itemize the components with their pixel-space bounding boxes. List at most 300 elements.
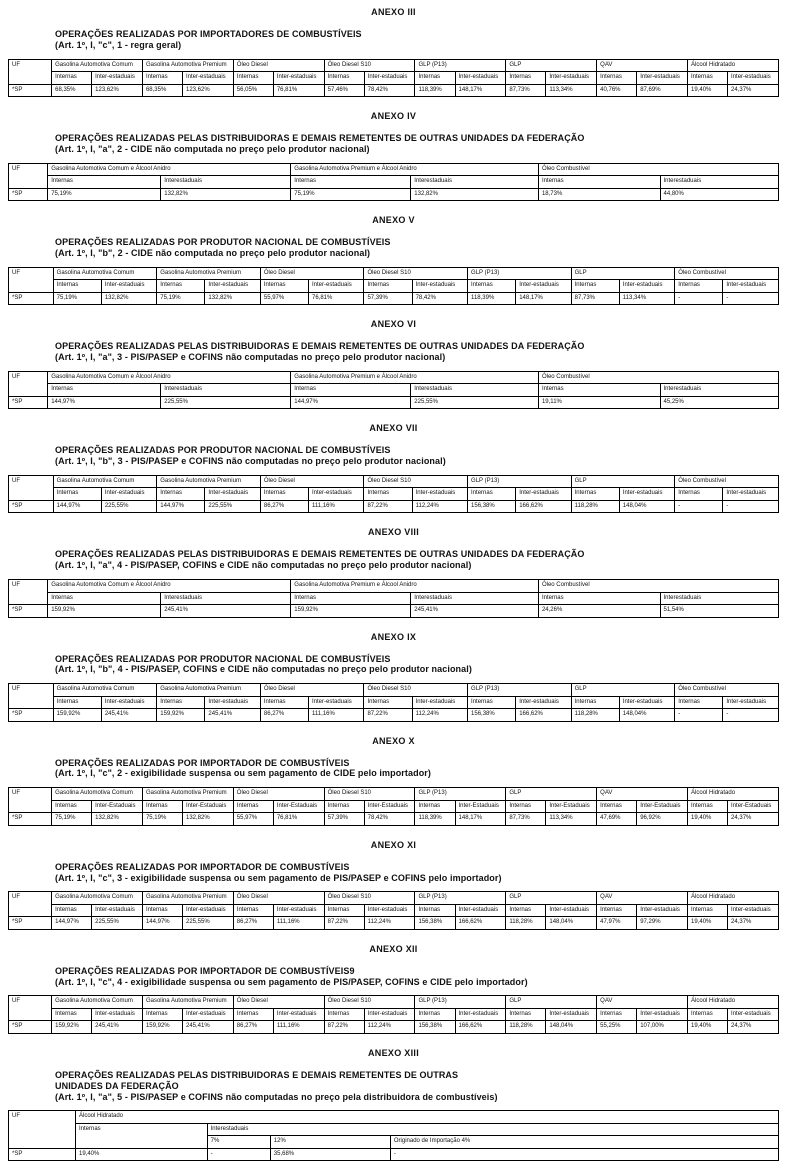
product-header-cell: GLP bbox=[506, 59, 597, 72]
table-row bbox=[9, 500, 779, 513]
rate-value-cell: 56,05% bbox=[233, 84, 273, 97]
rate-value-cell: 132,82% bbox=[161, 188, 291, 201]
product-header-cell: GLP bbox=[506, 996, 597, 1009]
rate-value-cell: 35,68% bbox=[270, 1148, 390, 1161]
product-header-cell: Gasolina Automotiva Comum bbox=[53, 475, 157, 488]
interestaduais-header-cell: Inter-estaduais bbox=[364, 72, 415, 85]
section-heading bbox=[55, 1070, 747, 1102]
product-header-cell: GLP bbox=[571, 684, 675, 697]
interestaduais-header-cell: Inter-estaduais bbox=[516, 280, 571, 293]
internas-header-cell: Internas bbox=[291, 176, 411, 189]
internas-header-cell: Internas bbox=[142, 1008, 182, 1021]
product-header-cell: Óleo Diesel bbox=[233, 892, 324, 905]
product-header-cell: GLP (P13) bbox=[468, 267, 572, 280]
interestaduais-header-cell: Inter-estaduais bbox=[92, 72, 143, 85]
rate-value-cell: 156,38% bbox=[415, 1021, 455, 1034]
rate-value-cell: 123,62% bbox=[92, 84, 143, 97]
interestaduais-header-cell: Interestaduais bbox=[161, 592, 291, 605]
rate-value-cell: 75,19% bbox=[53, 292, 101, 305]
heading-line: UNIDADES DA FEDERAÇÃO bbox=[55, 1080, 179, 1091]
section-heading bbox=[55, 862, 747, 884]
rate-value-cell: 76,81% bbox=[309, 292, 364, 305]
anexo-section-2 bbox=[0, 111, 787, 201]
rate-value-cell: 148,04% bbox=[619, 709, 674, 722]
interestaduais-header-cell: Interestaduais bbox=[660, 176, 779, 189]
scope-header-row bbox=[9, 384, 779, 397]
product-header-cell: Álcool Hidratado bbox=[75, 1111, 778, 1124]
aliquota-header-cell: 7% bbox=[207, 1136, 270, 1149]
rate-value-cell: - bbox=[390, 1148, 778, 1161]
internas-header-cell: Internas bbox=[233, 72, 273, 85]
product-header-cell: Óleo Combustível bbox=[675, 267, 779, 280]
section-heading bbox=[55, 133, 747, 155]
rate-value-cell: 87,73% bbox=[571, 292, 619, 305]
internas-header-cell: Internas bbox=[597, 72, 637, 85]
rates-table bbox=[8, 683, 779, 722]
internas-header-cell: Internas bbox=[468, 488, 516, 501]
heading-line: OPERAÇÕES REALIZADAS PELAS DISTRIBUIDORAS E DEMAIS REMETENTES DE OUTRAS UNIDADES DA FEDERAÇÃO bbox=[55, 549, 585, 560]
section-heading bbox=[55, 549, 747, 571]
rate-value-cell: 113,34% bbox=[546, 813, 597, 826]
heading-line: (Art. 1º, I, "a", 5 - PIS/PASEP e COFINS não computadas no preço pela distribuidora de combustíveis) bbox=[55, 1091, 498, 1102]
heading-line: (Art. 1º, I, "c", 3 - exigibilidade suspensa ou sem pagamento de PIS/PASEP e COFINS pelo importador) bbox=[55, 872, 502, 883]
internas-header-cell: Internas bbox=[364, 696, 412, 709]
anexo-title: ANEXO VII bbox=[369, 423, 418, 434]
internas-header-cell: Internas bbox=[53, 488, 101, 501]
internas-header-cell: Internas bbox=[688, 72, 728, 85]
uf-header-cell: UF bbox=[9, 996, 52, 1021]
section-heading bbox=[55, 758, 747, 780]
heading-line: OPERAÇÕES REALIZADAS POR IMPORTADOR DE COMBUSTÍVEIS9 bbox=[55, 965, 355, 976]
rate-value-cell: 75,19% bbox=[291, 188, 411, 201]
product-header-cell: GLP bbox=[571, 475, 675, 488]
table-row bbox=[9, 1021, 779, 1034]
rate-value-cell: 148,04% bbox=[546, 1021, 597, 1034]
rates-table bbox=[8, 163, 779, 202]
interestaduais-header-cell: Inter-estaduais bbox=[728, 904, 779, 917]
product-header-cell: GLP (P13) bbox=[468, 684, 572, 697]
heading-line: OPERAÇÕES REALIZADAS PELAS DISTRIBUIDORAS E DEMAIS REMETENTES DE OUTRAS UNIDADES DA FEDERAÇÃO bbox=[55, 133, 585, 144]
product-header-cell: Óleo Combustível bbox=[538, 163, 778, 176]
rate-value-cell: 57,46% bbox=[324, 84, 364, 97]
product-header-cell: Óleo Combustível bbox=[538, 371, 778, 384]
internas-header-cell: Internas bbox=[291, 592, 411, 605]
uf-header-cell: UF bbox=[9, 892, 52, 917]
anexo-section-3 bbox=[0, 215, 787, 305]
rate-value-cell: 75,19% bbox=[142, 813, 182, 826]
internas-header-cell: Internas bbox=[260, 280, 308, 293]
product-header-cell: Álcool Hidratado bbox=[688, 996, 779, 1009]
internas-header-cell: Internas bbox=[468, 280, 516, 293]
rate-value-cell: 118,28% bbox=[571, 709, 619, 722]
anexo-title: ANEXO IV bbox=[370, 111, 417, 122]
rate-value-cell: 144,97% bbox=[52, 917, 92, 930]
rates-table bbox=[8, 371, 779, 410]
rate-value-cell: 156,38% bbox=[415, 917, 455, 930]
rate-value-cell: 87,22% bbox=[364, 500, 412, 513]
rate-value-cell: 159,92% bbox=[52, 1021, 92, 1034]
rate-value-cell: 75,19% bbox=[52, 813, 92, 826]
heading-line: OPERAÇÕES REALIZADAS POR PRODUTOR NACIONAL DE COMBUSTÍVEIS bbox=[55, 653, 391, 664]
heading-line: OPERAÇÕES REALIZADAS POR IMPORTADOR DE COMBUSTÍVEIS bbox=[55, 861, 350, 872]
rate-value-cell: 24,26% bbox=[538, 605, 660, 618]
rate-value-cell: - bbox=[723, 292, 779, 305]
interestaduais-header-cell: Interestaduais bbox=[207, 1123, 778, 1136]
product-header-cell: Gasolina Automotiva Premium bbox=[157, 267, 261, 280]
uf-header-cell: UF bbox=[9, 59, 52, 84]
product-header-cell: GLP bbox=[506, 788, 597, 801]
internas-header-cell: Internas bbox=[688, 1008, 728, 1021]
rate-value-cell: 87,69% bbox=[637, 84, 688, 97]
scope-header-row bbox=[9, 904, 779, 917]
rate-value-cell: 19,40% bbox=[688, 84, 728, 97]
scope-header-row bbox=[9, 488, 779, 501]
alcool-hidratado-table bbox=[8, 1110, 779, 1161]
section-heading bbox=[55, 654, 747, 676]
interestaduais-header-cell: Interestaduais bbox=[660, 592, 779, 605]
rate-value-cell: 86,27% bbox=[233, 1021, 273, 1034]
rate-value-cell: 132,82% bbox=[205, 292, 260, 305]
product-header-cell: GLP (P13) bbox=[415, 59, 506, 72]
interestaduais-header-cell: Inter-estaduais bbox=[619, 488, 674, 501]
rate-value-cell: 19,40% bbox=[688, 917, 728, 930]
internas-header-cell: Internas bbox=[597, 800, 637, 813]
rate-value-cell: 45,25% bbox=[660, 396, 779, 409]
internas-header-cell: Internas bbox=[415, 800, 455, 813]
scope-header-row bbox=[9, 696, 779, 709]
rate-value-cell: 118,28% bbox=[506, 1021, 546, 1034]
uf-header-cell: UF bbox=[9, 371, 48, 396]
anexo-title: ANEXO VI bbox=[370, 319, 417, 330]
anexo-section-5 bbox=[0, 423, 787, 513]
rate-value-cell: 75,19% bbox=[157, 292, 205, 305]
product-header-cell: Gasolina Automotiva Comum bbox=[53, 267, 157, 280]
product-header-row bbox=[9, 788, 779, 801]
rates-table bbox=[8, 579, 779, 618]
heading-line: OPERAÇÕES REALIZADAS PELAS DISTRIBUIDORAS E DEMAIS REMETENTES DE OUTRAS bbox=[55, 1069, 459, 1080]
interestaduais-header-cell: Inter-estaduais bbox=[546, 904, 597, 917]
rate-value-cell: 156,38% bbox=[468, 709, 516, 722]
interestaduais-header-cell: Inter-estaduais bbox=[182, 904, 233, 917]
internas-header-cell: Internas bbox=[571, 696, 619, 709]
rate-value-cell: 144,97% bbox=[53, 500, 101, 513]
product-header-row bbox=[9, 684, 779, 697]
rate-value-cell: 87,73% bbox=[506, 813, 546, 826]
product-header-cell: Gasolina Automotiva Premium bbox=[157, 475, 261, 488]
heading-line: (Art. 1º, I, "c", 2 - exigibilidade suspensa ou sem pagamento de CIDE pelo importador) bbox=[55, 768, 431, 779]
product-header-cell: Óleo Combustível bbox=[675, 684, 779, 697]
product-header-cell: Gasolina Automotiva Premium e Álcool Anidro bbox=[291, 371, 539, 384]
internas-header-cell: Internas bbox=[75, 1123, 207, 1148]
heading-line: (Art. 1º, I, "a", 2 - CIDE não computada no preço pelo produtor nacional) bbox=[55, 143, 370, 154]
rate-value-cell: 87,73% bbox=[506, 84, 546, 97]
internas-header-cell: Internas bbox=[157, 488, 205, 501]
product-header-cell: QAV bbox=[597, 996, 688, 1009]
rate-value-cell: 78,42% bbox=[364, 813, 415, 826]
product-header-cell: GLP (P13) bbox=[415, 788, 506, 801]
product-header-cell: Óleo Diesel bbox=[233, 996, 324, 1009]
rate-value-cell: 111,16% bbox=[309, 500, 364, 513]
heading-line: (Art. 1º, I, "a", 3 - PIS/PASEP e COFINS não computadas no preço pelo produtor nacional) bbox=[55, 352, 446, 363]
product-header-cell: Óleo Diesel bbox=[233, 788, 324, 801]
internas-header-cell: Internas bbox=[233, 1008, 273, 1021]
rate-value-cell: 159,92% bbox=[157, 709, 205, 722]
interestaduais-header-cell: Inter-estaduais bbox=[619, 696, 674, 709]
rate-value-cell: - bbox=[675, 709, 723, 722]
rate-value-cell: 245,41% bbox=[205, 709, 260, 722]
rate-value-cell: 24,37% bbox=[728, 84, 779, 97]
interestaduais-header-cell: Inter-estaduais bbox=[637, 72, 688, 85]
rate-value-cell: - bbox=[723, 709, 779, 722]
product-header-cell: Gasolina Automotiva Premium bbox=[142, 59, 233, 72]
product-header-cell: QAV bbox=[597, 788, 688, 801]
rate-value-cell: - bbox=[675, 500, 723, 513]
rates-table bbox=[8, 787, 779, 826]
rate-value-cell: 159,92% bbox=[142, 1021, 182, 1034]
rate-value-cell: 19,40% bbox=[688, 1021, 728, 1034]
interestaduais-header-cell: Inter-estaduais bbox=[205, 488, 260, 501]
rate-value-cell: 132,82% bbox=[92, 813, 143, 826]
table-row bbox=[9, 84, 779, 97]
rate-value-cell: 225,55% bbox=[411, 396, 539, 409]
heading-line: OPERAÇÕES REALIZADAS POR IMPORTADORES DE COMBUSTÍVEIS bbox=[55, 29, 362, 39]
rate-value-cell: 97,29% bbox=[637, 917, 688, 930]
internas-header-cell: Internas bbox=[260, 696, 308, 709]
rate-value-cell: 87,22% bbox=[324, 1021, 364, 1034]
rate-value-cell: - bbox=[675, 292, 723, 305]
interestaduais-header-cell: Interestaduais bbox=[161, 384, 291, 397]
product-header-cell: Óleo Diesel bbox=[260, 267, 364, 280]
product-header-row bbox=[9, 163, 779, 176]
internas-header-cell: Internas bbox=[52, 800, 92, 813]
product-header-cell: GLP bbox=[506, 892, 597, 905]
internas-header-cell: Internas bbox=[675, 696, 723, 709]
rate-value-cell: 55,97% bbox=[233, 813, 273, 826]
interestaduais-header-cell: Inter-estaduais bbox=[101, 488, 156, 501]
rate-value-cell: 112,24% bbox=[412, 709, 467, 722]
internas-header-cell: Internas bbox=[53, 696, 101, 709]
anexo-title: ANEXO X bbox=[372, 735, 415, 746]
interestaduais-header-cell: Inter-estaduais bbox=[92, 1008, 143, 1021]
product-header-row bbox=[9, 1111, 779, 1124]
rate-value-cell: 76,81% bbox=[273, 813, 324, 826]
rate-value-cell: - bbox=[207, 1148, 270, 1161]
rate-value-cell: 148,17% bbox=[455, 813, 506, 826]
table-row bbox=[9, 1148, 779, 1161]
product-header-cell: Óleo Diesel S10 bbox=[364, 267, 468, 280]
interestaduais-header-cell: Inter-estaduais bbox=[728, 1008, 779, 1021]
product-header-cell: Gasolina Automotiva Comum bbox=[52, 892, 143, 905]
rate-value-cell: 159,92% bbox=[53, 709, 101, 722]
interestaduais-header-cell: Inter-estaduais bbox=[101, 696, 156, 709]
interestaduais-header-cell: Inter-estaduais bbox=[723, 280, 779, 293]
table-row bbox=[9, 605, 779, 618]
aliquota-header-cell: 12% bbox=[270, 1136, 390, 1149]
section-heading bbox=[55, 445, 747, 467]
product-header-cell: Óleo Combustível bbox=[675, 475, 779, 488]
uf-value-cell: *SP bbox=[9, 813, 52, 826]
internas-header-cell: Internas bbox=[597, 1008, 637, 1021]
rate-value-cell: 148,17% bbox=[516, 292, 571, 305]
rate-value-cell: 225,55% bbox=[101, 500, 156, 513]
internas-header-cell: Internas bbox=[506, 1008, 546, 1021]
uf-value-cell: *SP bbox=[9, 917, 52, 930]
rate-value-cell: 144,97% bbox=[142, 917, 182, 930]
rate-value-cell: 225,55% bbox=[92, 917, 143, 930]
internas-header-cell: Internas bbox=[538, 176, 660, 189]
rate-value-cell: 113,34% bbox=[619, 292, 674, 305]
anexo-section-4 bbox=[0, 319, 787, 409]
table-row bbox=[9, 709, 779, 722]
internas-header-cell: Internas bbox=[260, 488, 308, 501]
internas-header-cell: Internas bbox=[157, 280, 205, 293]
interestaduais-header-cell: Inter-estaduais bbox=[455, 1008, 506, 1021]
interestaduais-header-cell: Inter-Estaduais bbox=[182, 800, 233, 813]
product-header-row bbox=[9, 59, 779, 72]
internas-header-cell: Internas bbox=[415, 72, 455, 85]
rate-value-cell: 118,39% bbox=[415, 813, 455, 826]
rate-value-cell: 132,82% bbox=[411, 188, 539, 201]
table-row bbox=[9, 396, 779, 409]
product-header-cell: Gasolina Automotiva Comum e Álcool Anidro bbox=[48, 163, 291, 176]
anexo-section-10 bbox=[0, 944, 787, 1034]
interestaduais-header-cell: Interestaduais bbox=[411, 384, 539, 397]
rate-value-cell: 55,97% bbox=[260, 292, 308, 305]
anexo-title: ANEXO XII bbox=[369, 943, 418, 954]
internas-header-cell: Internas bbox=[597, 904, 637, 917]
interestaduais-header-cell: Interestaduais bbox=[660, 384, 779, 397]
internas-header-cell: Internas bbox=[324, 72, 364, 85]
product-header-cell: Óleo Diesel S10 bbox=[324, 996, 415, 1009]
internas-header-cell: Internas bbox=[52, 904, 92, 917]
internas-header-cell: Internas bbox=[48, 592, 161, 605]
rate-value-cell: 112,24% bbox=[364, 1021, 415, 1034]
rate-value-cell: 123,62% bbox=[182, 84, 233, 97]
rate-value-cell: 245,41% bbox=[182, 1021, 233, 1034]
rate-value-cell: 68,35% bbox=[52, 84, 92, 97]
internas-header-cell: Internas bbox=[571, 488, 619, 501]
anexo-title: ANEXO VIII bbox=[367, 527, 419, 538]
rate-value-cell: 245,41% bbox=[92, 1021, 143, 1034]
product-header-cell: Óleo Combustível bbox=[538, 580, 778, 593]
table-row bbox=[9, 188, 779, 201]
product-header-cell: Gasolina Automotiva Comum e Álcool Anidro bbox=[48, 371, 291, 384]
product-header-cell: Gasolina Automotiva Premium e Álcool Anidro bbox=[291, 163, 539, 176]
internas-header-cell: Internas bbox=[291, 384, 411, 397]
product-header-cell: Gasolina Automotiva Premium bbox=[142, 788, 233, 801]
rate-value-cell: 19,11% bbox=[538, 396, 660, 409]
interestaduais-header-cell: Inter-estaduais bbox=[455, 904, 506, 917]
rate-value-cell: 86,27% bbox=[260, 500, 308, 513]
interestaduais-header-cell: Interestaduais bbox=[411, 592, 539, 605]
rate-value-cell: 55,25% bbox=[597, 1021, 637, 1034]
product-header-cell: GLP (P13) bbox=[415, 996, 506, 1009]
internas-header-cell: Internas bbox=[324, 1008, 364, 1021]
internas-header-cell: Internas bbox=[52, 72, 92, 85]
rate-value-cell: 118,39% bbox=[415, 84, 455, 97]
anexo-section-9 bbox=[0, 840, 787, 930]
interestaduais-header-cell: Inter-estaduais bbox=[546, 72, 597, 85]
rate-value-cell: 78,42% bbox=[412, 292, 467, 305]
table-row bbox=[9, 813, 779, 826]
product-header-row bbox=[9, 267, 779, 280]
interestaduais-header-cell: Inter-estaduais bbox=[723, 488, 779, 501]
internas-header-cell: Internas bbox=[675, 280, 723, 293]
interestaduais-header-cell: Inter-estaduais bbox=[309, 696, 364, 709]
interestaduais-header-cell: Inter-estaduais bbox=[412, 696, 467, 709]
rates-table bbox=[8, 59, 779, 98]
product-header-cell: Gasolina Automotiva Premium bbox=[142, 996, 233, 1009]
uf-value-cell: *SP bbox=[9, 709, 54, 722]
uf-value-cell: *SP bbox=[9, 292, 54, 305]
section-heading bbox=[55, 237, 747, 259]
interestaduais-header-cell: Inter-estaduais bbox=[101, 280, 156, 293]
rate-value-cell: 118,28% bbox=[571, 500, 619, 513]
internas-header-cell: Internas bbox=[538, 592, 660, 605]
interestaduais-header-cell: Inter-estaduais bbox=[364, 904, 415, 917]
interestaduais-header-cell: Inter-estaduais bbox=[273, 904, 324, 917]
rate-value-cell: 78,42% bbox=[364, 84, 415, 97]
rate-value-cell: 47,69% bbox=[597, 813, 637, 826]
product-header-cell: Óleo Diesel S10 bbox=[324, 892, 415, 905]
product-header-cell: Álcool Hidratado bbox=[688, 59, 779, 72]
interestaduais-header-cell: Inter-estaduais bbox=[273, 72, 324, 85]
scope-header-row bbox=[9, 72, 779, 85]
uf-header-cell: UF bbox=[9, 1111, 76, 1149]
rate-value-cell: 24,37% bbox=[728, 813, 779, 826]
anexo-title: ANEXO V bbox=[372, 215, 415, 226]
rate-value-cell: 18,73% bbox=[538, 188, 660, 201]
internas-header-cell: Internas bbox=[506, 800, 546, 813]
rate-value-cell: 68,35% bbox=[142, 84, 182, 97]
rate-value-cell: 166,62% bbox=[455, 1021, 506, 1034]
heading-line: (Art. 1º, I, "b", 3 - PIS/PASEP e COFINS não computadas no preço pelo produtor nacional) bbox=[55, 456, 446, 467]
interestaduais-header-cell: Inter-Estaduais bbox=[364, 800, 415, 813]
rate-value-cell: 166,62% bbox=[516, 500, 571, 513]
internas-header-cell: Internas bbox=[688, 800, 728, 813]
rate-value-cell: 19,40% bbox=[75, 1148, 207, 1161]
product-header-cell: Óleo Diesel S10 bbox=[364, 475, 468, 488]
rate-value-cell: 166,62% bbox=[455, 917, 506, 930]
internas-header-cell: Internas bbox=[52, 1008, 92, 1021]
product-header-cell: Gasolina Automotiva Comum bbox=[52, 996, 143, 1009]
uf-value-cell: *SP bbox=[9, 1148, 76, 1161]
rate-value-cell: 148,04% bbox=[619, 500, 674, 513]
heading-line: OPERAÇÕES REALIZADAS POR PRODUTOR NACIONAL DE COMBUSTÍVEIS bbox=[55, 445, 391, 456]
anexo-section-8 bbox=[0, 736, 787, 826]
uf-header-cell: UF bbox=[9, 475, 54, 500]
anexo-section-7 bbox=[0, 632, 787, 722]
internas-header-cell: Internas bbox=[571, 280, 619, 293]
product-header-row bbox=[9, 475, 779, 488]
rate-value-cell: 245,41% bbox=[411, 605, 539, 618]
rate-value-cell: 96,92% bbox=[637, 813, 688, 826]
rate-value-cell: 51,54% bbox=[660, 605, 779, 618]
product-header-cell: Óleo Diesel bbox=[260, 475, 364, 488]
heading-line: OPERAÇÕES REALIZADAS POR PRODUTOR NACIONAL DE COMBUSTÍVEIS bbox=[55, 237, 391, 248]
heading-line: OPERAÇÕES REALIZADAS POR IMPORTADOR DE COMBUSTÍVEIS bbox=[55, 757, 350, 768]
anexo-section-6 bbox=[0, 527, 787, 617]
product-header-cell: Óleo Diesel S10 bbox=[364, 684, 468, 697]
interestaduais-header-cell: Inter-estaduais bbox=[637, 1008, 688, 1021]
interestaduais-header-cell: Inter-estaduais bbox=[455, 72, 506, 85]
internas-header-cell: Internas bbox=[53, 280, 101, 293]
rate-value-cell: 132,82% bbox=[182, 813, 233, 826]
product-header-row bbox=[9, 892, 779, 905]
product-header-cell: Gasolina Automotiva Comum bbox=[52, 59, 143, 72]
rate-value-cell: 113,34% bbox=[546, 84, 597, 97]
rate-value-cell: 87,22% bbox=[364, 709, 412, 722]
